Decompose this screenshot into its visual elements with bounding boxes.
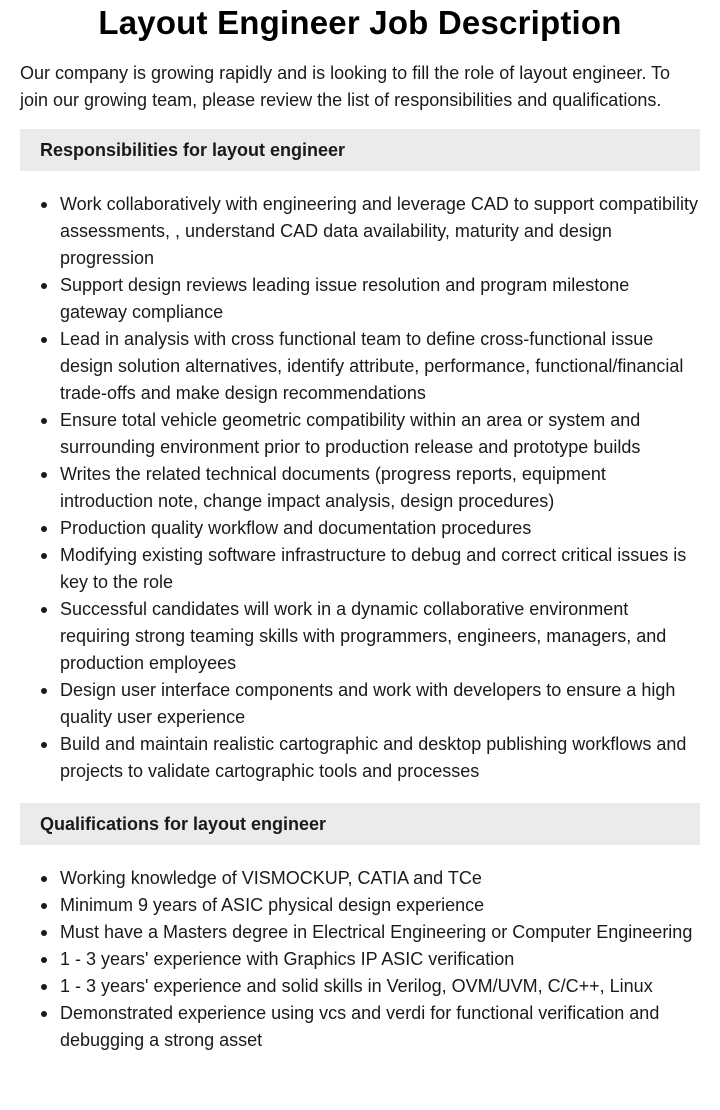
list-item-text: Must have a Masters degree in Electrical Engineering or Computer Engineering [60,922,693,942]
bullet-icon [41,526,47,532]
bullet-icon [41,930,47,936]
list-item-text: Minimum 9 years of ASIC physical design experience [60,895,485,915]
list-item-text: Demonstrated experience using vcs and verdi for functional verification and debugging a strong asset [60,1003,660,1050]
list-item [60,973,700,1000]
list-item [60,596,700,677]
list-item [60,272,700,326]
list-item-text: Modifying existing software infrastructure to debug and correct critical issues is key to the role [60,545,687,592]
list-item-text: Lead in analysis with cross functional team to define cross-functional issue design solution alternatives, identify attribute, performance, functional/financial trade-offs and make design recommendations [60,329,684,403]
responsibilities-heading: Responsibilities for layout engineer [40,139,346,160]
list-item [60,515,700,542]
list-item [60,1000,700,1054]
qualifications-header [20,803,700,845]
list-item-text: Ensure total vehicle geometric compatibility within an area or system and surrounding environment prior to production release and prototype builds [60,410,641,457]
bullet-icon [41,876,47,882]
list-item [60,919,700,946]
bullet-icon [41,472,47,478]
list-item-text: Work collaboratively with engineering and leverage CAD to support compatibility assessments, , understand CAD data availability, maturity and design progression [60,194,698,268]
qualifications-list [20,865,700,1054]
responsibilities-list [20,191,700,785]
list-item [60,677,700,731]
list-item [60,731,700,785]
list-item [60,892,700,919]
bullet-icon [41,337,47,343]
list-item-text: 1 - 3 years' experience and solid skills in Verilog, OVM/UVM, C/C++, Linux [60,976,653,996]
bullet-icon [41,1011,47,1017]
qualifications-heading: Qualifications for layout engineer [40,813,327,834]
list-item [60,407,700,461]
list-item [60,542,700,596]
list-item [60,946,700,973]
bullet-icon [41,957,47,963]
bullet-icon [41,553,47,559]
list-item-text: 1 - 3 years' experience with Graphics IP ASIC verification [60,949,515,969]
intro-paragraph: Our company is growing rapidly and is looking to fill the role of layout engineer. To join our growing team, please review the list of responsibilities and qualifications. [20,63,671,110]
bullet-icon [41,984,47,990]
page-title: Layout Engineer Job Description [98,4,622,41]
bullet-icon [41,742,47,748]
list-item [60,461,700,515]
responsibilities-header [20,129,700,171]
list-item-text: Production quality workflow and documentation procedures [60,518,532,538]
list-item-text: Successful candidates will work in a dynamic collaborative environment requiring strong teaming skills with programmers, engineers, managers, and production employees [60,599,667,673]
bullet-icon [41,202,47,208]
bullet-icon [41,688,47,694]
list-item-text: Writes the related technical documents (progress reports, equipment introduction note, change impact analysis, design procedures) [60,464,606,511]
bullet-icon [41,283,47,289]
list-item-text: Support design reviews leading issue resolution and program milestone gateway compliance [60,275,630,322]
bullet-icon [41,418,47,424]
list-item-text: Working knowledge of VISMOCKUP, CATIA and TCe [60,868,482,888]
list-item [60,326,700,407]
list-item [60,865,700,892]
list-item-text: Design user interface components and work with developers to ensure a high quality user experience [60,680,676,727]
list-item [60,191,700,272]
bullet-icon [41,607,47,613]
bullet-icon [41,903,47,909]
list-item-text: Build and maintain realistic cartographic and desktop publishing workflows and projects to validate cartographic tools and processes [60,734,687,781]
